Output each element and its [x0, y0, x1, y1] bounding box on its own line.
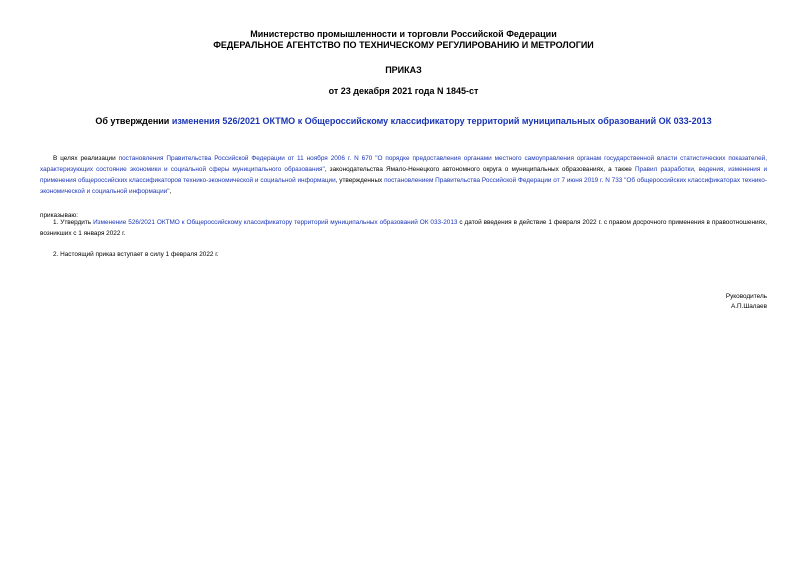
item1-text-1: 1. Утвердить [53, 219, 94, 226]
signature-name: А.П.Шалаев [730, 303, 767, 310]
preamble-text-4: , [169, 188, 172, 195]
classifier-rules-link[interactable]: Правил разработки, ведения, изменения и применения общероссийских классификаторов технико-экономической и социальной информации [40, 166, 768, 184]
document-date-number: от 23 декабря 2021 года N 1845-ст [328, 86, 479, 96]
preamble-text-1: В целях реализации [53, 155, 119, 162]
title-prefix: Об утверждении [95, 116, 172, 126]
signature-position: Руководитель [725, 293, 767, 300]
document-title [0, 116, 807, 127]
agency-name: ФЕДЕРАЛЬНОЕ АГЕНТСТВО ПО ТЕХНИЧЕСКОМУ РЕГУЛИРОВАНИЮ И МЕТРОЛОГИИ [213, 40, 594, 50]
order-word: приказываю: [40, 212, 78, 219]
preamble-text-2: , законодательства Ямало-Ненецкого автономного округа о муниципальных образованиях, а также [324, 166, 635, 173]
resolution-670-link[interactable]: постановления Правительства Российской Федерации от 11 ноября 2006 г. N 670 "О порядке предоставления органами местного самоуправления органам государственной власти статистических показателей, характеризующих состояние экономики и социальной сферы муниципального образования" [40, 155, 767, 173]
preamble-paragraph [40, 153, 767, 197]
document-type: ПРИКАЗ [385, 65, 422, 75]
resolution-733-link[interactable]: постановлением Правительства Российской Федерации от 7 июня 2019 г. N 733 "Об общероссийских классификаторах технико-экономической и социальной информации" [40, 177, 767, 195]
title-amendment-link[interactable]: изменения 526/2021 ОКТМО к Общероссийскому классификатору территорий муниципальных образований ОК 033-2013 [171, 116, 712, 126]
order-item-2: 2. Настоящий приказ вступает в силу 1 февраля 2022 г. [53, 251, 219, 258]
item1-text-2: с датой введения в действие 1 февраля 2022 г. с правом досрочного применения в правоотношениях, возникших с 1 января 2022 г. [40, 219, 767, 237]
preamble-text-3: , утвержденных [335, 177, 385, 184]
amendment-link[interactable]: Изменение 526/2021 ОКТМО к Общероссийскому классификатору территорий муниципальных образований ОК 033-2013 [93, 219, 458, 226]
order-item-1 [40, 217, 767, 239]
ministry-name: Министерство промышленности и торговли Российской Федерации [250, 29, 557, 39]
